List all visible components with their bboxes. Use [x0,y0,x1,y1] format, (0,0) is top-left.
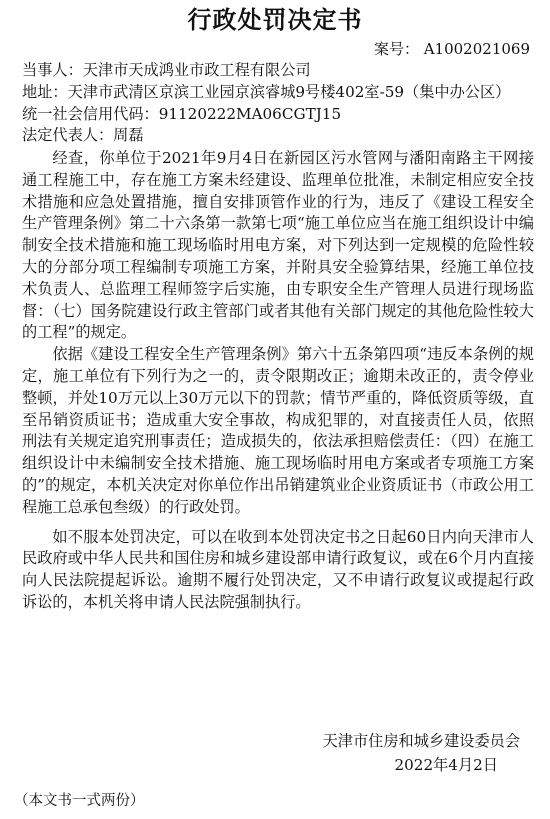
legal-representative: 法定代表人：周磊 [22,126,144,145]
legal-basis-paragraph: 依据《建设工程安全生产管理条例》第六十五条第四项“违反本条例的规定，施工单位有下列行为之一的，责令限期改正；逾期未改正的，责令停业整顿，并处10万元以上30万元以下的罚款；情节严重的，降低资质等级，直至吊销资质证书；造成重大安全事故，构成犯罪的，对直接责任人员，依照刑法有关规定追究刑事责任；造成损失的，依法承担赔偿责任：（四）在施工组织设计中未编制安全技术措施、施工现场临时用电方案或者专项施工方案的”的规定，本机关决定对你单位作出吊销建筑业企业资质证书（市政公用工程施工总承包叁级）的行政处罚。 [22,345,534,516]
appeal-rights-paragraph: 如不服本处罚决定，可以在收到本处罚决定书之日起60日内向天津市人民政府或中华人民共和国住房和城乡建设部申请行政复议，或在6个月内直接向人民法院提起诉讼。逾期不履行处罚决定，又不申请行政复议或提起行政诉讼的，本机关将申请人民法院强制执行。 [22,527,534,611]
decision-body [22,148,534,614]
issuing-organization: 天津市住房和城乡建设委员会 [322,732,520,750]
party-info [22,60,534,147]
case-number: 案号： A1002021069 [373,40,530,58]
credit-code: 统一社会信用代码：91120222MA06CGTJ15 [22,104,342,123]
party-name: 当事人：天津市天成鸿业市政工程有限公司 [22,61,311,79]
findings-paragraph: 经查，你单位于2021年9月4日在新园区污水管网与潘阳南路主干网接通工程施工中，存在施工方案未经建设、监理单位批准，未制定相应安全技术措施和应急处置措施，擅自安排顶管作业的行为，违反了《建设工程安全生产管理条例》第二十六条第一款第七项“施工单位应当在施工组织设计中编制安全技术措施和施工现场临时用电方案，对下列达到一定规模的危险性较大的分部分项工程编制专项施工方案，并附具安全验算结果，经施工单位技术负责人、总监理工程师签字后实施，由专职安全生产管理人员进行现场监督：（七）国务院建设行政主管部门或者其他有关部门规定的其他危险性较大的工程”的规定。 [22,149,534,342]
issue-date: 2022年4月2日 [394,756,498,774]
copies-note: （本文书一式两份） [14,793,145,809]
document-title: 行政处罚决定书 [187,6,363,34]
party-address: 地址：天津市武清区京滨工业园京滨睿城9号楼402室-59（集中办公区） [22,82,511,101]
